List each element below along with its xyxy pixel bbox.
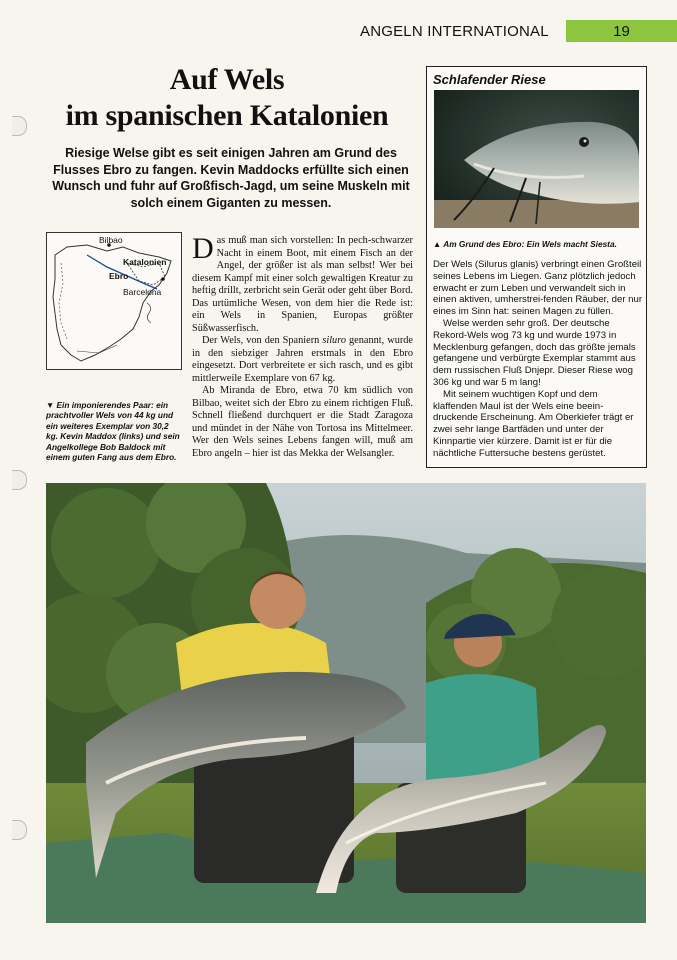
- anglers-photo: [46, 483, 646, 923]
- map-label-katalonien: Katalonien: [123, 257, 167, 267]
- map-label-bilbao: Bilbao: [99, 235, 123, 245]
- page-number: 19: [566, 20, 677, 42]
- sidebar-paragraph-2: Welse werden sehr groß. Der deutsche Rekord-Wels wog 73 kg und wurde 1973 in Mecklenburg gefangen, doch das größte jemals gefangene und verbürgte Exemplar stammt aus dem russischen Fluß Dnjepr. Dieser Riese wog 306 kg und war 5 m lang!: [433, 317, 636, 388]
- catfish-photo: [434, 90, 639, 228]
- map-spain: [46, 232, 182, 370]
- drop-cap: D: [192, 232, 214, 265]
- title-line-1: Auf Wels: [169, 63, 285, 96]
- article-title: [46, 62, 408, 134]
- title-line-2: im spanischen Katalonien: [65, 99, 389, 132]
- article-body: [192, 232, 413, 460]
- sidebar-caption: ▲ Am Grund des Ebro: Ein Wels macht Siesta.: [433, 239, 617, 249]
- map-outline: [47, 233, 181, 369]
- map-label-ebro: Ebro: [109, 271, 129, 281]
- magazine-name: ANGELN INTERNATIONAL: [360, 23, 549, 40]
- paragraph-1: Das muß man sich vorstellen: In pech-schwarzer Nacht in einem Boot, mit einem Fisch an der Angel, der größer ist als man selbst! Wer bei diesem Kampf mit einer solch gewaltigen Kreatur zu heftig drillt, zerbricht sein Gerät oder geht über Bord. Das urtümliche Wesen, von dem hier die Rede ist: ein Wels in Spanien, Europas größter Süßwasserfisch.: [192, 232, 413, 334]
- binder-hole: [12, 820, 27, 840]
- sidebar-body: [433, 259, 643, 460]
- sidebar-box: [426, 66, 647, 468]
- sidebar-paragraph-1: Der Wels (Silurus glanis) verbringt einen Großteil seines Lebens im Liegen. Ganz plötzlich jedoch erwacht er zum Leben und verwandelt sich in einen aktiven, umherstrei-fenden Räuber, der nur eines im Sinn hat: seinen Magen zu füllen.: [433, 259, 643, 318]
- paragraph-3: Ab Miranda de Ebro, etwa 70 km südlich von Bilbao, weitet sich der Ebro zu einem richtigen Fluß. Schnell fließend durchquert er die Stadt Zaragoza und mündet in der Nähe von Tortosa ins Mittelmeer. Wer den Wels seines Lebens fangen will, muß am Ebro angeln – hier ist das Mekka der Welsangler.: [192, 385, 413, 459]
- sidebar-title: Schlafender Riese: [433, 72, 546, 87]
- sidebar-paragraph-3: Mit seinem wuchtigen Kopf und dem klaffenden Maul ist der Wels eine beein-druckende Erscheinung. Am Oberkiefer trägt er zwei sehr lange Bartfäden und unter der Kinnpartie vier kürzere. Damit ist er für die nächtliche Futtersuche bestens gerüstet.: [433, 388, 634, 459]
- paragraph-2: Der Wels, von den Spaniern siluro genannt, wurde in den siebziger Jahren erstmals in den Ebro eingesetzt. Dort verbreitete er sich rasch, und es gibt mittlerweile Exemplare von 67 kg.: [192, 335, 413, 384]
- map-label-barcelona: Barcelona: [123, 287, 162, 297]
- binder-hole: [12, 470, 27, 490]
- article-lead: Riesige Welse gibt es seit einigen Jahren am Grund des Flusses Ebro zu fangen. Kevin Maddocks erfüllte sich einen Wunsch und fuhr auf Großfisch-Jagd, um seine Muskeln mit solch einem Giganten zu messen.: [52, 146, 410, 210]
- binder-hole: [12, 116, 27, 136]
- photo-caption: ▼ Ein imponierendes Paar: ein prachtvoller Wels von 44 kg und ein weiteres Exemplar von 30,2 kg. Kevin Maddox (links) und sein Angelkollege Bob Baldock mit einem guten Fang aus dem Ebro.: [46, 400, 180, 463]
